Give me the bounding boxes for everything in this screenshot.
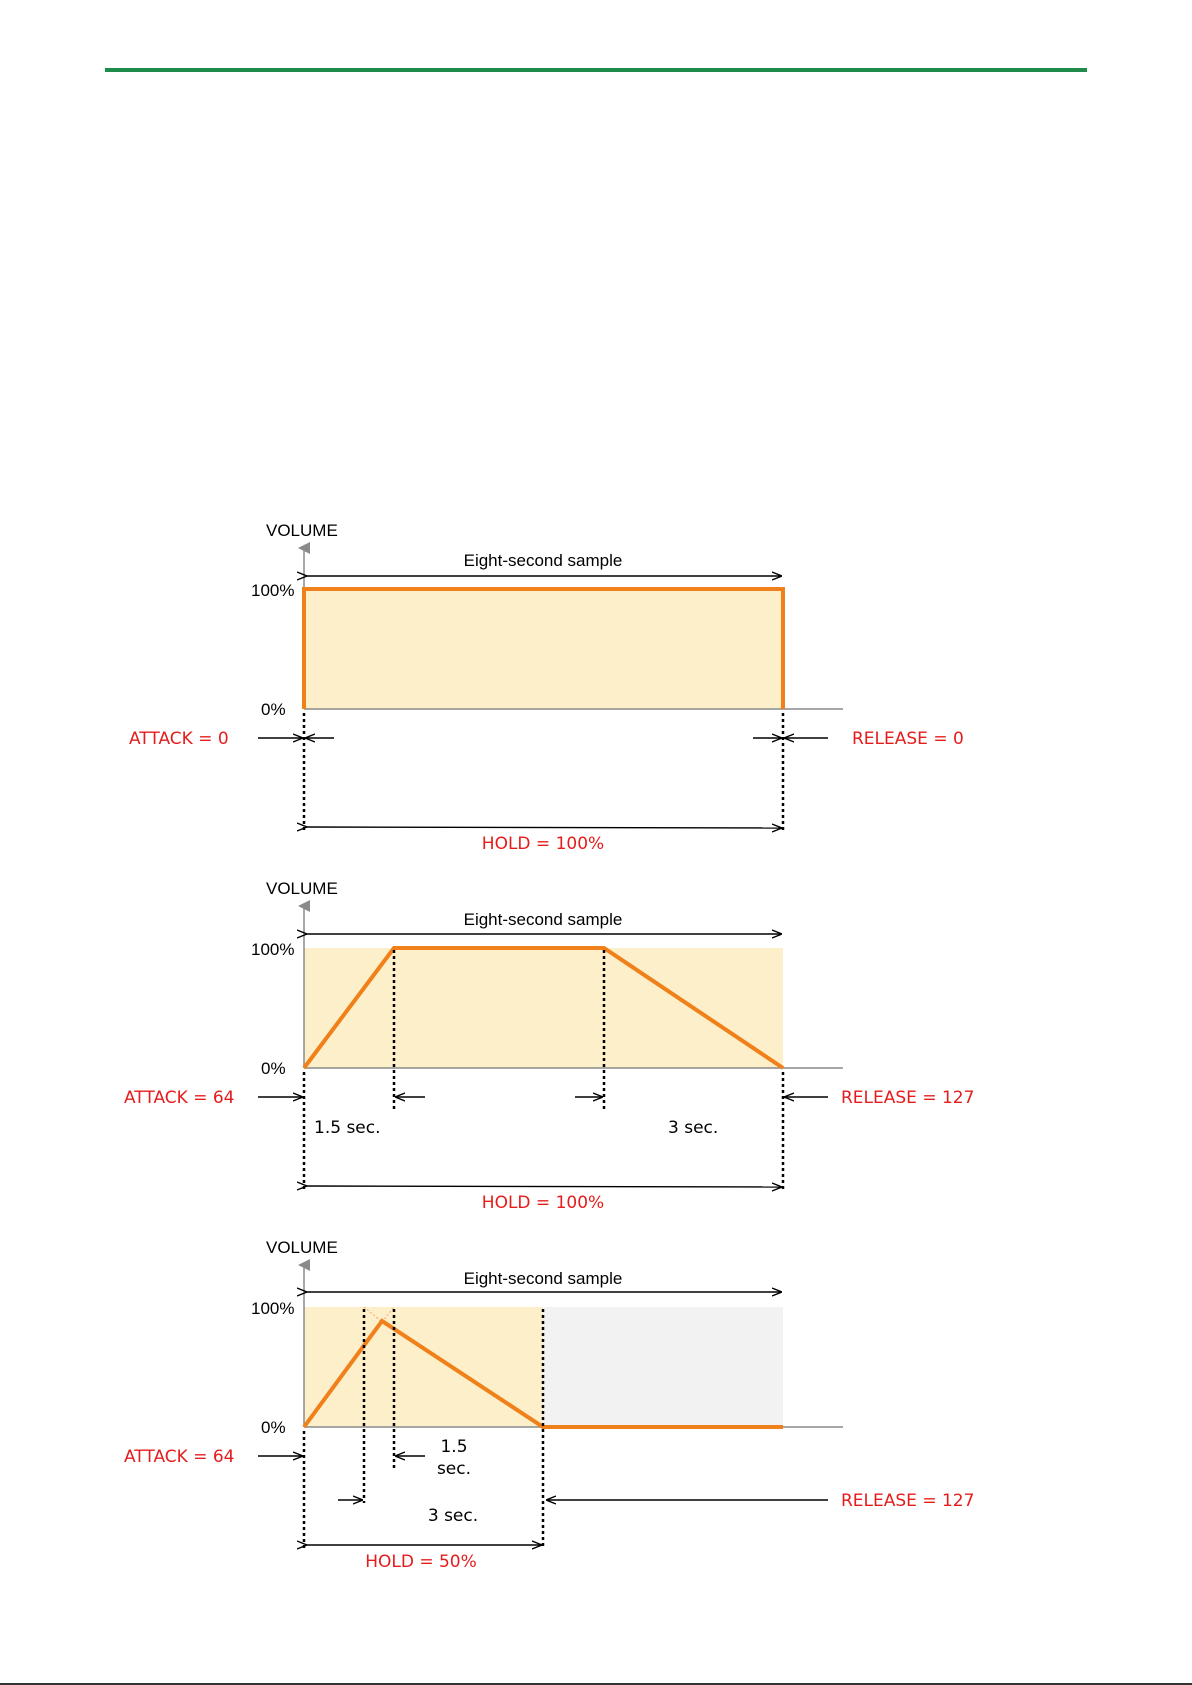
attack-time-label-line1: 1.5 (440, 1437, 468, 1457)
percent-100-label: 100% (251, 581, 295, 600)
hold-label: HOLD = 100% (481, 834, 605, 854)
sample-area (304, 1307, 543, 1427)
percent-0-label: 0% (261, 1418, 286, 1437)
attack-label: ATTACK = 64 (124, 1447, 235, 1467)
sample-area (304, 948, 783, 1068)
hold-label: HOLD = 50% (365, 1552, 477, 1572)
sample-area (304, 589, 783, 709)
release-time-label: 3 sec. (427, 1506, 479, 1526)
attack-time-label-line2: sec. (436, 1459, 472, 1479)
hold-span-arrow (306, 1186, 781, 1187)
volume-axis-label: VOLUME (266, 1238, 338, 1257)
hold-span-arrow (306, 827, 781, 828)
attack-time-label: 1.5 sec. (314, 1118, 381, 1138)
percent-100-label: 100% (251, 940, 295, 959)
volume-axis-label: VOLUME (266, 879, 338, 898)
hold-label: HOLD = 100% (481, 1193, 605, 1213)
sample-span-label: Eight-second sample (463, 910, 623, 929)
attack-label: ATTACK = 0 (129, 729, 229, 749)
percent-0-label: 0% (261, 1059, 286, 1078)
diagram-2 (124, 879, 974, 1213)
diagram-1 (129, 521, 964, 854)
release-label: RELEASE = 127 (841, 1088, 975, 1108)
attack-label: ATTACK = 64 (124, 1088, 235, 1108)
diagram-3 (124, 1238, 974, 1572)
sample-span-label: Eight-second sample (463, 551, 623, 570)
volume-axis-label: VOLUME (266, 521, 338, 540)
percent-0-label: 0% (261, 700, 286, 719)
sample-span-label: Eight-second sample (463, 1269, 623, 1288)
percent-100-label: 100% (251, 1299, 295, 1318)
release-time-label: 3 sec. (668, 1118, 719, 1138)
release-label: RELEASE = 0 (852, 729, 964, 749)
release-label: RELEASE = 127 (841, 1491, 975, 1511)
cutoff-area (543, 1307, 783, 1427)
